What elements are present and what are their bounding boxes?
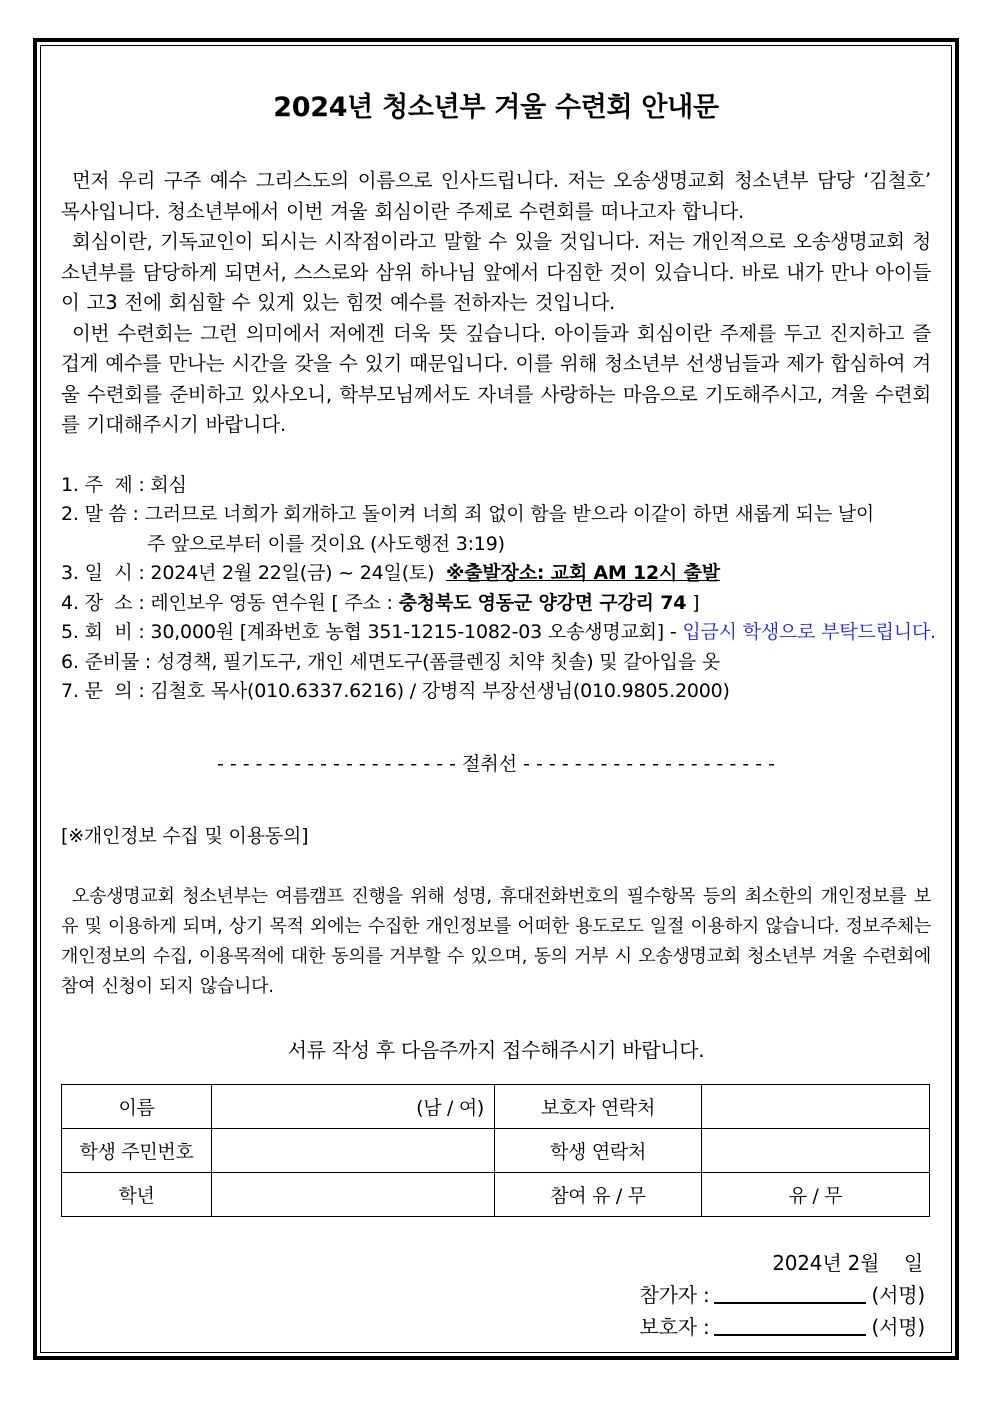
privacy-heading: [※개인정보 수집 및 이용동의]: [61, 824, 309, 847]
detail-item-supplies: 6. 준비물 : 성경책, 필기도구, 개인 세면도구(폼클렌징 치약 칫솔) 및 갈아입을 옷: [61, 650, 720, 673]
detail-item-scripture: 2. 말 씀 : 그러므로 너희가 회개하고 돌이켜 너희 죄 없이 함을 받으라 이같이 하면 새롭게 되는 날이: [61, 503, 875, 526]
signature-participant-suffix: (서명): [871, 1282, 925, 1307]
signature-block: [61, 1247, 931, 1343]
detail-item-fee-note: 입금시 학생으로 부탁드립니다.: [682, 621, 936, 644]
cell-label-student-contact: 학생 연락처: [495, 1128, 702, 1172]
cell-label-student-id-number: 학생 주민번호: [62, 1128, 212, 1172]
details-list: [61, 471, 936, 707]
cut-line-dashes-left: - - - - - - - - - - - - - - - - - - -: [216, 752, 456, 775]
detail-item-date-departure: ※출발장소: 교회 AM 12시 출발: [445, 562, 720, 585]
table-row: [62, 1172, 930, 1216]
cell-input-student-id-number[interactable]: [212, 1128, 495, 1172]
detail-item-location-tail: ]: [686, 591, 700, 614]
cell-label-name: 이름: [62, 1084, 212, 1128]
cut-line-label: 절취선: [455, 752, 524, 775]
cell-label-participation: 참여 유 / 무: [495, 1172, 702, 1216]
document-content: [33, 92, 959, 1343]
signature-guardian-line[interactable]: [714, 1316, 866, 1336]
signature-row-participant: [61, 1279, 925, 1311]
page-title: 2024년 청소년부 겨울 수련회 안내문: [273, 92, 719, 123]
cut-line: [61, 751, 931, 777]
intro-paragraph-3: 이번 수련회는 그런 의미에서 저에겐 더욱 뜻 깊습니다. 아이들과 회심이란 주제를 두고 진지하고 즐겁게 예수를 만나는 시간을 갖을 수 있기 때문입니다. 이를 위해 청소년부 선생님들과 제가 합심하여 겨울 수련회를 준비하고 있사오니, 학부모님께서도 자녀를 사랑하는 마음으로 기도해주시고, 겨울 수련회를 기대해주시기 바랍니다.: [61, 321, 931, 437]
table-row: [62, 1084, 930, 1128]
intro-paragraph-2: 회심이란, 기독교인이 되시는 시작점이라고 말할 수 있을 것입니다. 저는 개인적으로 오송생명교회 청소년부를 담당하게 되면서, 스스로와 삼위 하나님 앞에서 다짐한 것이 있습니다. 바로 내가 만나 아이들이 고3 전에 회심할 수 있게 있는 힘껏 예수를 전하자는 것입니다.: [61, 230, 931, 315]
detail-item-location-address: 충청북도 영동군 양강면 구강리 74: [398, 591, 687, 614]
intro-paragraph-1: 먼저 우리 구주 예수 그리스도의 이름으로 인사드립니다. 저는 오송생명교회 청소년부 담당 ‘김철호’ 목사입니다. 청소년부에서 이번 겨울 회심이란 주제로 수련회를 떠나고자 합니다.: [61, 169, 931, 223]
detail-item-date: [61, 559, 931, 589]
signature-participant-line[interactable]: [714, 1284, 866, 1304]
detail-item-scripture-continued: 주 앞으로부터 이를 것이요 (사도행전 3:19): [147, 532, 505, 555]
cell-input-participation[interactable]: 유 / 무: [702, 1172, 930, 1216]
table-row: [62, 1128, 930, 1172]
signature-row-guardian: [61, 1311, 925, 1343]
cell-input-guardian-contact[interactable]: [702, 1084, 930, 1128]
intro-section: [61, 166, 931, 441]
detail-item-location-label: 4. 장 소 : 레인보우 영동 연수원 [ 주소 :: [61, 591, 399, 614]
detail-item-fee: [61, 618, 936, 648]
cut-line-dashes-right: - - - - - - - - - - - - - - - - - - - -: [523, 752, 775, 775]
submission-note: 서류 작성 후 다음주까지 접수해주시기 바랍니다.: [287, 1037, 705, 1062]
detail-item-fee-label: 5. 회 비 : 30,000원 [계좌번호 농협 351-1215-1082-03 오송생명교회] -: [61, 621, 683, 644]
detail-item-date-label: 3. 일 시 : 2024년 2월 22일(금) ~ 24일(토): [61, 562, 446, 585]
detail-item-location: [61, 589, 931, 619]
cell-input-name-gender[interactable]: (남 / 여): [212, 1084, 495, 1128]
signature-guardian-suffix: (서명): [871, 1314, 925, 1339]
cell-input-grade[interactable]: [212, 1172, 495, 1216]
cell-label-guardian-contact: 보호자 연락처: [495, 1084, 702, 1128]
signature-participant-label: 참가자 :: [639, 1282, 710, 1307]
detail-item-contact: 7. 문 의 : 김철호 목사(010.6337.6216) / 강병직 부장선생님(010.9805.2000): [61, 680, 730, 703]
signature-date: 2024년 2월 일: [772, 1250, 923, 1275]
cell-label-grade: 학년: [62, 1172, 212, 1216]
signature-guardian-label: 보호자 :: [639, 1314, 710, 1339]
privacy-body-text: 오송생명교회 청소년부는 여름캠프 진행을 위해 성명, 휴대전화번호의 필수항목 등의 최소한의 개인정보를 보유 및 이용하게 되며, 상기 목적 외에는 수집한 개인정보를 어떠한 용도로도 일절 이용하지 않습니다. 정보주체는 개인정보의 수집, 이용목적에 대한 동의를 거부할 수 있으며, 동의 거부 시 오송생명교회 청소년부 겨울 수련회에 참여 신청이 되지 않습니다.: [61, 885, 931, 997]
applicant-form-table: [61, 1084, 930, 1217]
detail-item-topic: 1. 주 제 : 회심: [61, 473, 187, 496]
cell-input-student-contact[interactable]: [702, 1128, 930, 1172]
